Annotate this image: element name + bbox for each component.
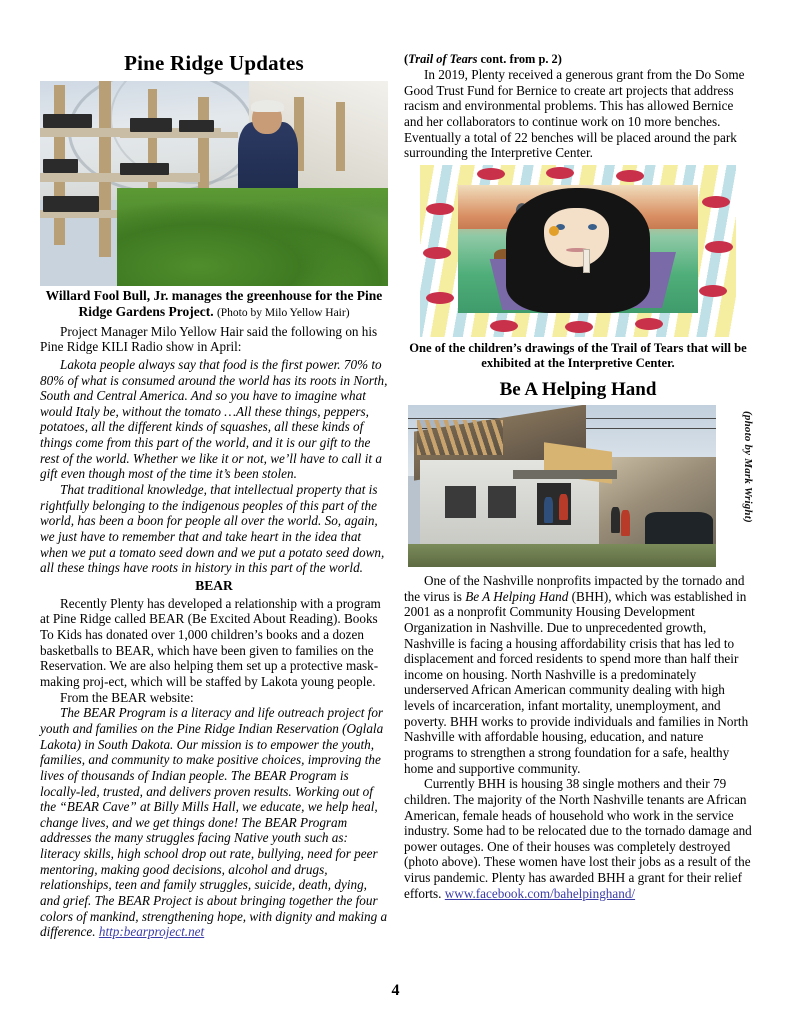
quote-bear-website-text: The BEAR Program is a literacy and life outreach project for youth and families on the Pine Ridge Indian Reservation (Oglala Lakota) in South Dakota. Our mission is to empower the youth, families, and community to make positive choices, improving the lives of thousands of Indian people. The BEAR Program is locally-led, trusted, and delivers proven results. Working out of the “BEAR Cave” at Billy Mills Hall, we educate, we help heal, change lives, and we get things done! The BEAR Program addresses the many struggles facing Native youth such as: literacy skills, high school drop out rate, bullying, need for peer mentoring, making good decisions, alcohol and drugs, relationships, teen and family struggles, suicide, death, dying, and grief. The BEAR Project is about bringing together the four colors of mankind, strengthening hope, with dignity and making a difference. xyxy=(40,705,388,940)
continuation-cue-title: Trail of Tears xyxy=(408,52,478,66)
greenhouse-leafy-greens xyxy=(117,188,388,286)
continuation-cue-open: ( xyxy=(404,52,409,66)
quote-bear-website xyxy=(40,705,388,940)
page-number: 4 xyxy=(391,982,400,999)
drawing-inner-scene xyxy=(458,185,698,312)
house-window xyxy=(445,486,476,518)
paragraph-bhh-overview xyxy=(404,573,752,776)
heading-bear: BEAR xyxy=(195,577,233,593)
greenhouse-seed-tray xyxy=(43,196,99,212)
paragraph-2019-grant: In 2019, Plenty received a generous grant from the Do Some Good Trust Fund for Bernice to create art projects that address racism and environmental problems. This has allowed Bernice and her collaborators to continue work on 10 more benches. Eventually a total of 22 benches will be placed around the park surrounding the Interpretive Center. xyxy=(404,67,745,161)
heading-be-a-helping-hand: Be A Helping Hand xyxy=(499,379,657,401)
person-in-yard xyxy=(621,510,630,536)
page-title-pine-ridge-updates: Pine Ridge Updates xyxy=(124,51,304,75)
front-yard-grass xyxy=(408,544,716,567)
greenhouse-seed-tray xyxy=(120,163,169,175)
bear-project-link[interactable]: http:bearproject.net xyxy=(98,924,205,940)
paragraph-bhh-overview-b: (BHH), which was established in 2001 as a nonprofit Community Housing Development Organization in Nashville. Due to unprecedented growth, Nashville is facing a housing affordability crisis that has led to displacement and forced residents to spend more than half their income on housing. North Nashville is a predominately underserved African American community dealing with high levels of incarceration, infant mortality, unemployment, and poverty. BHH works to provide individuals and families in North Nashville with affordable housing, education, and nature programs to strengthen a strong foundation for a safe, healthy home and supportive community. xyxy=(404,588,749,776)
drawing-photo-caption: One of the children’s drawings of the Trail of Tears that will be exhibited at the Interpretive Center. xyxy=(409,340,747,370)
paragraph-bear-relationship: Recently Plenty has developed a relationship with a program at Pine Ridge called BEAR (Be Excited About Reading). Books To Kids has donated over 1,000 children’s books and a dozen basketballs to BEAR, which have been given to families on the Reservation. We are also helping them set up a protective mask-making proj-ect, which will be staffed by Lakota young people. xyxy=(40,595,381,690)
person-headband xyxy=(251,100,284,112)
greenhouse-photo-caption xyxy=(40,288,388,320)
greenhouse-seed-tray xyxy=(130,118,172,132)
person-on-porch xyxy=(559,494,568,520)
bhh-facebook-link[interactable]: www.facebook.com/bahelpinghand/ xyxy=(444,885,636,901)
greenhouse-seed-tray xyxy=(43,114,92,128)
paragraph-from-bear-website: From the BEAR website: xyxy=(60,689,194,705)
drawing-border-squiggle xyxy=(699,285,727,297)
drawing-border-squiggle xyxy=(546,167,574,179)
paragraph-bhh-overview-a: One of the Nashville nonprofits impacted by the tornado and the virus is xyxy=(404,572,745,604)
greenhouse-seed-tray xyxy=(43,159,78,173)
right-column xyxy=(404,52,752,901)
drawing-border-squiggle xyxy=(490,320,518,332)
quote-lakota-food-first-power: Lakota people always say that food is the first power. 70% to 80% of what is consumed around the world has its roots in North, South and Central America. And so you have to imagine what would Italy be, without the tomato …All these things, peppers, potatoes, all the different kinds of squashes, all these kinds of things come from this part of the world, and it is our gift to the rest of the world. Whether we like it or not, we’ll have to call it a gift even though most of the time it’s been stolen. xyxy=(40,356,388,482)
quote-traditional-knowledge: That traditional knowledge, that intellectual property that is rightfully belonging to the indigenous peoples of this part of the world, has been a boon for people all over the world. So, again, we just have to remember that and take heart in the idea that when we put a tomato seed down and we put a potato seed down, all these things have roots in history in this part of the world. xyxy=(40,481,385,576)
greenhouse-seed-tray xyxy=(179,120,214,132)
paragraph-bhh-current-housing-text: Currently BHH is housing 38 single mothers and their 79 children. The majority of the North Nashville tenants are African American, female heads of household who work in the service industry. Some had to be relocated due to the tornado damage and power outages. One of their houses was completely destroyed (photo above). These women have lost their jobs as a result of the virus pandemic. Plenty has awarded BHH a grant for their relief efforts. xyxy=(404,776,752,901)
greenhouse-post xyxy=(99,81,111,257)
paragraph-bhh-current-housing xyxy=(404,776,752,901)
tornado-photo-credit: (photo by Mark Wright) xyxy=(742,410,754,523)
house-window xyxy=(488,486,516,518)
porch-roof xyxy=(513,470,618,480)
drawing-border-squiggle xyxy=(705,241,733,253)
person-on-porch xyxy=(544,497,553,523)
drawing-earring xyxy=(583,249,590,273)
greenhouse-photo xyxy=(40,81,388,286)
drawing-border-squiggle xyxy=(635,318,663,330)
tornado-damaged-house-photo xyxy=(408,405,716,567)
drawing-border-squiggle xyxy=(426,203,454,215)
drawing-eye-right xyxy=(588,224,597,230)
caption-photo-credit: (Photo by Milo Yellow Hair) xyxy=(216,307,350,320)
continuation-cue xyxy=(404,52,752,67)
childrens-drawing-photo xyxy=(420,165,736,337)
person-in-yard xyxy=(611,507,620,533)
continuation-cue-rest: cont. from p. 2) xyxy=(477,52,562,66)
drawing-border-squiggle xyxy=(616,170,644,182)
paragraph-bhh-name-italic: Be A Helping Hand xyxy=(465,588,569,604)
exposed-rafters xyxy=(417,420,503,456)
greenhouse-post xyxy=(336,102,345,172)
greenhouse-shelf xyxy=(120,132,238,138)
paragraph-project-manager: Project Manager Milo Yellow Hair said the following on his Pine Ridge KILI Radio show in April: xyxy=(40,323,378,355)
left-column xyxy=(40,52,388,940)
drawing-border-squiggle xyxy=(702,196,730,208)
caption-text: Willard Fool Bull, Jr. manages the greenhouse for the Pine Ridge Gardens Project. xyxy=(45,288,383,320)
